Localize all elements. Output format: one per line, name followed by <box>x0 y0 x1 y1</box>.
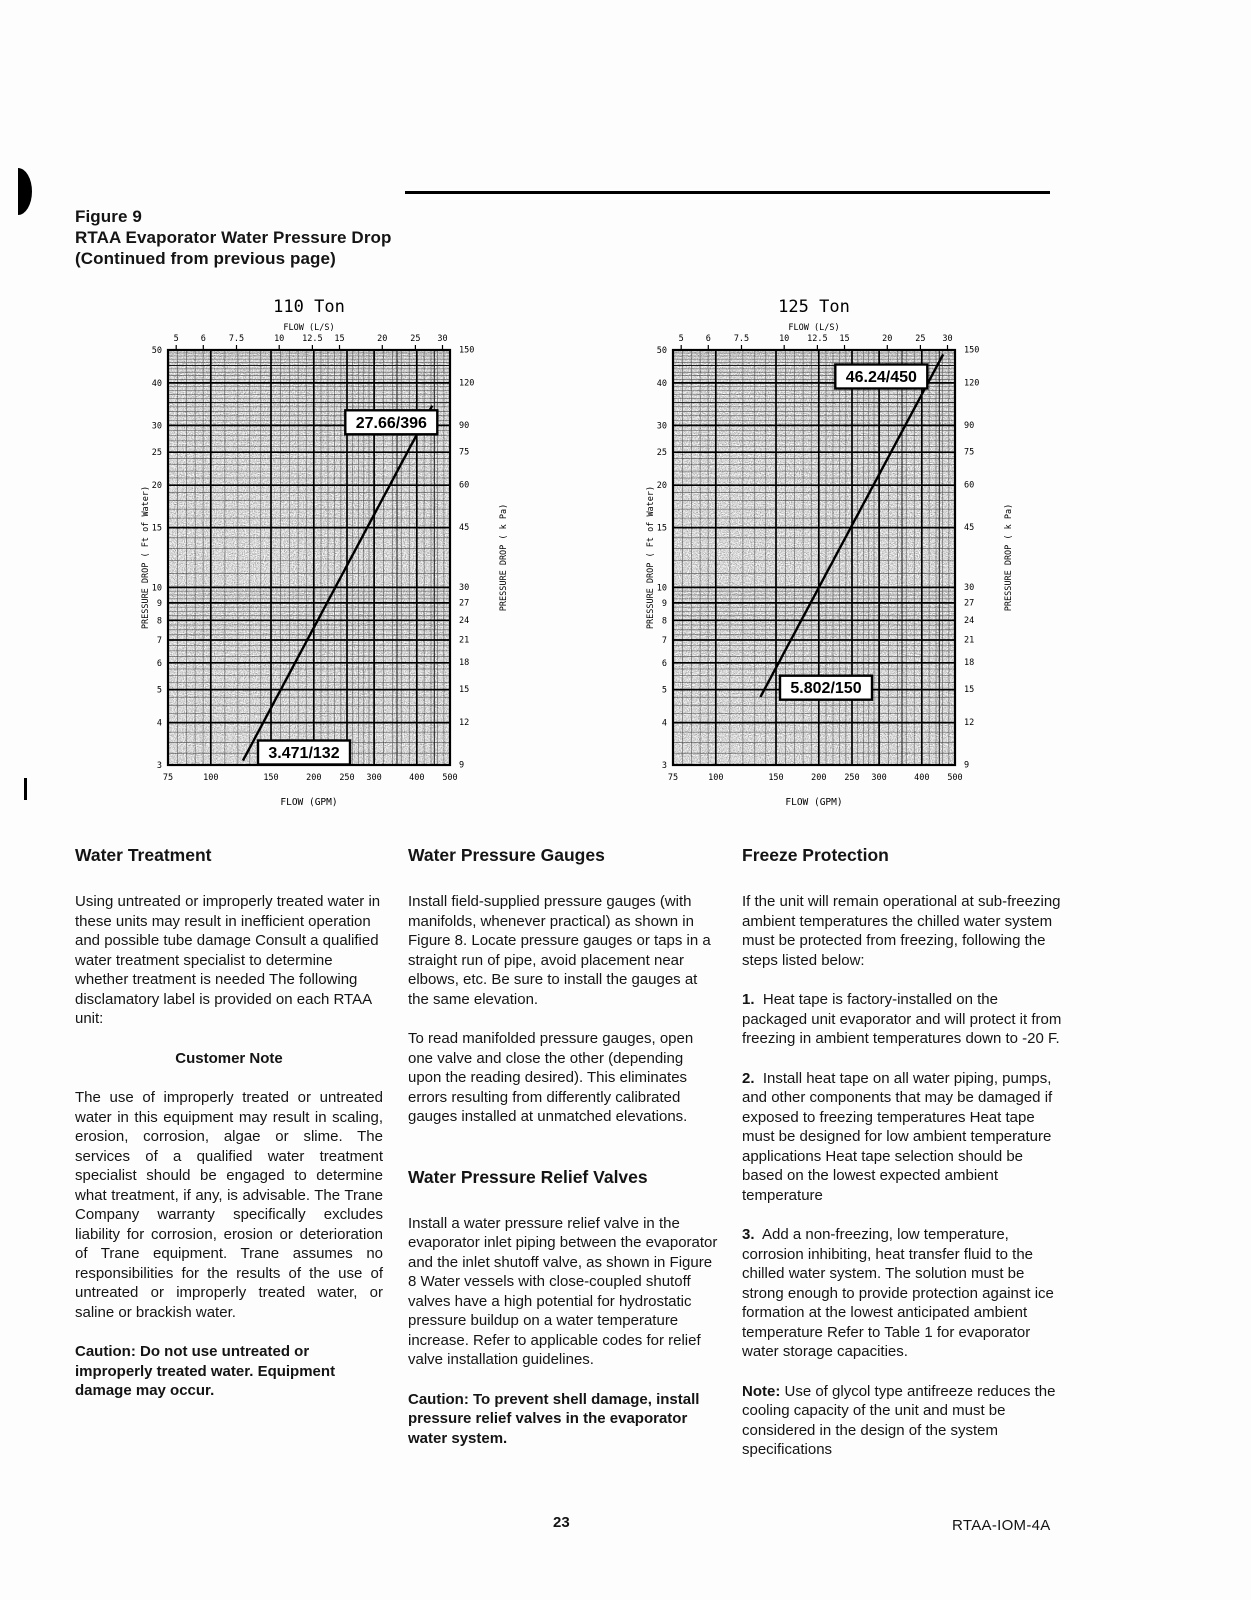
right-tick-label: 45 <box>964 523 975 534</box>
right-tick-label: 45 <box>459 523 470 534</box>
right-tick-label: 12 <box>459 718 470 728</box>
right-tick-label: 12 <box>964 718 975 728</box>
y-tick-label: 30 <box>151 421 162 432</box>
bottom-axis-label: FLOW (GPM) <box>280 797 338 808</box>
y-tick-label: 4 <box>661 718 667 729</box>
top-tick-label: 5 <box>173 334 179 344</box>
top-tick-label: 30 <box>942 334 953 344</box>
x-tick-label: 500 <box>947 773 963 783</box>
y-tick-label: 10 <box>656 583 667 594</box>
callout-box <box>258 741 350 765</box>
section-heading: Water Pressure Relief Valves <box>408 1166 648 1187</box>
x-tick-label: 75 <box>162 773 174 783</box>
y-tick-label: 4 <box>156 718 162 729</box>
step-text: Heat tape is factory-installed on the packaged unit evaporator and will protect it from freezing in ambient temperatures down to -20 F. <box>742 991 1062 1047</box>
step-item <box>742 990 1062 1049</box>
right-tick-label: 30 <box>459 582 470 593</box>
top-tick-label: 15 <box>334 334 345 344</box>
body-paragraph: Using untreated or improperly treated water in these units may result in inefficient operation and possible tube damage Consult a qualified water treatment specialist to determine whether treatment is needed The following disclamatory label is provided on each RTAA unit: <box>75 893 381 1027</box>
figure-number: Figure 9 <box>75 207 142 226</box>
pressure-drop-chart-125-ton <box>645 290 1023 810</box>
bottom-axis-label: FLOW (GPM) <box>785 797 843 808</box>
callout-label: 27.66/396 <box>355 414 427 432</box>
callout-box <box>835 365 927 389</box>
top-tick-label: 6 <box>705 334 711 344</box>
right-tick-label: 60 <box>459 480 470 491</box>
y-tick-label: 5 <box>661 685 667 696</box>
top-tick-label: 30 <box>437 334 448 344</box>
x-tick-label: 75 <box>667 773 679 783</box>
right-tick-label: 24 <box>964 615 975 626</box>
top-tick-label: 25 <box>410 334 421 344</box>
right-tick-label: 18 <box>459 658 470 669</box>
top-tick-label: 10 <box>274 334 285 344</box>
body-paragraph: Install field-supplied pressure gauges (with manifolds, whenever practical) as shown in Figure 8. Locate pressure gauges or taps in a straight run of pipe, avoid placement near elbows, etc. Be sure to install the gauges at the same elevation. <box>408 893 711 1008</box>
y-tick-label: 25 <box>656 448 667 459</box>
left-axis-label: PRESSURE DROP ( Ft of Water) <box>141 485 151 630</box>
x-tick-label: 500 <box>442 773 458 783</box>
right-tick-label: 75 <box>964 447 975 458</box>
step-number: 3. <box>742 1226 755 1243</box>
callout-label: 3.471/132 <box>268 745 340 762</box>
body-paragraph: To read manifolded pressure gauges, open one valve and close the other (depending upon the reading desired). This eliminates errors resulting from differently calibrated gauges installed at unmatched elevations. <box>408 1030 694 1125</box>
note-label: Note: <box>742 1382 781 1400</box>
customer-note-heading: Customer Note <box>175 1049 283 1067</box>
step-text: Install heat tape on all water piping, pumps, and other components that may be damaged if exposed to freezing temperatures Heat tape must be designed for low ambient temperature applications Heat tape selection should be based on the lowest expected ambient temperature <box>742 1069 1053 1204</box>
right-tick-label: 9 <box>964 760 970 771</box>
note-text: Use of glycol type antifreeze reduces the cooling capacity of the unit and must be considered in the design of the system specifications <box>742 1382 1056 1458</box>
y-tick-label: 8 <box>661 616 667 627</box>
column-freeze-protection <box>742 845 1062 1480</box>
body-paragraph: If the unit will remain operational at sub-freezing ambient temperatures the chilled water system must be protected from freezing, following the steps listed below: <box>742 893 1061 969</box>
right-tick-label: 150 <box>459 345 475 356</box>
right-tick-label: 15 <box>964 685 975 696</box>
section-heading: Water Pressure Gauges <box>408 845 605 865</box>
y-tick-label: 9 <box>661 598 667 609</box>
x-tick-label: 400 <box>409 773 425 783</box>
y-tick-label: 20 <box>656 481 667 492</box>
callout-label: 5.802/150 <box>790 680 862 698</box>
top-tick-label: 6 <box>200 334 206 344</box>
chart-svg <box>140 290 518 810</box>
caution-text: Caution: To prevent shell damage, install pressure relief valves in the evaporator water system. <box>408 1390 700 1447</box>
page-number: 23 <box>553 1514 570 1531</box>
right-tick-label: 120 <box>459 378 475 389</box>
y-tick-label: 25 <box>151 448 162 459</box>
right-tick-label: 18 <box>964 658 975 669</box>
y-tick-label: 40 <box>656 378 667 389</box>
figure-subtitle: (Continued from previous page) <box>75 249 336 268</box>
column-water-pressure <box>408 845 720 1468</box>
x-tick-label: 100 <box>203 773 219 783</box>
y-tick-label: 10 <box>151 583 162 594</box>
chart-svg <box>645 290 1023 810</box>
right-tick-label: 15 <box>459 685 470 696</box>
right-tick-label: 150 <box>964 345 980 356</box>
callout-box <box>780 676 872 700</box>
note-item <box>742 1382 1062 1460</box>
step-item <box>742 1225 1062 1362</box>
top-tick-label: 15 <box>839 334 850 344</box>
document-code: RTAA-IOM-4A <box>952 1517 1051 1534</box>
top-tick-label: 20 <box>377 334 388 344</box>
body-paragraph: Install a water pressure relief valve in the evaporator inlet piping between the evaporator and the inlet shutoff valve, as shown in Figure 8 Water vessels with close-coupled shutoff valves have a high potential for hydrostatic pressure buildup on a water temperature increase. Refer to applicable codes for relief valve installation guidelines. <box>408 1214 718 1368</box>
top-tick-label: 25 <box>915 334 926 344</box>
top-tick-label: 12.5 <box>807 334 828 344</box>
top-tick-label: 12.5 <box>302 334 323 344</box>
scan-artifact-blob <box>18 168 32 215</box>
step-number: 1. <box>742 991 755 1008</box>
column-water-treatment <box>75 845 383 1421</box>
x-tick-label: 400 <box>914 773 930 783</box>
right-tick-label: 9 <box>459 760 465 771</box>
right-tick-label: 27 <box>964 598 975 609</box>
top-tick-label: 7.5 <box>228 334 245 344</box>
y-tick-label: 6 <box>661 658 667 669</box>
y-tick-label: 5 <box>156 685 162 696</box>
scan-artifact-tick <box>24 778 27 800</box>
top-tick-label: 5 <box>678 334 684 344</box>
y-tick-label: 3 <box>661 761 667 771</box>
y-tick-label: 15 <box>656 523 667 534</box>
callout-label: 46.24/450 <box>845 369 917 386</box>
right-tick-label: 24 <box>459 615 470 626</box>
y-tick-label: 7 <box>156 636 162 647</box>
right-tick-label: 75 <box>459 447 470 458</box>
caution-text: Caution: Do not use untreated or improperly treated water. Equipment damage may occur. <box>75 1343 336 1399</box>
header-rule <box>405 191 1050 194</box>
top-tick-label: 20 <box>882 334 893 344</box>
customer-note-text: The use of improperly treated or untreated water in this equipment may result in scaling, erosion, corrosion, algae or slime. The services of a qualified water treatment specialist should be engaged to determine what treatment, if any, is advisable. The Trane Company warranty specifically excludes liability for corrosion, erosion or deterioration of Trane equipment. Trane assumes no responsibilities for the results of the use of untreated or improperly treated water, or saline or brackish water. <box>75 1089 383 1321</box>
top-axis-label: FLOW (L/S) <box>788 323 840 333</box>
y-tick-label: 40 <box>151 378 162 389</box>
x-tick-label: 100 <box>708 773 724 783</box>
y-tick-label: 6 <box>156 658 162 669</box>
x-tick-label: 200 <box>811 773 827 783</box>
y-tick-label: 8 <box>156 616 162 627</box>
y-tick-label: 30 <box>656 421 667 432</box>
step-item <box>742 1069 1062 1206</box>
left-axis-label: PRESSURE DROP ( Ft of Water) <box>646 485 656 630</box>
right-tick-label: 21 <box>459 635 470 646</box>
y-tick-label: 3 <box>156 761 162 771</box>
right-tick-label: 60 <box>964 480 975 491</box>
pressure-drop-chart-110-ton <box>140 290 518 810</box>
right-tick-label: 30 <box>964 582 975 593</box>
x-tick-label: 300 <box>366 773 382 783</box>
figure-title: RTAA Evaporator Water Pressure Drop <box>75 228 392 247</box>
y-tick-label: 7 <box>661 636 667 647</box>
top-tick-label: 7.5 <box>733 334 750 344</box>
right-axis-label: PRESSURE DROP ( k Pa) <box>1004 503 1014 612</box>
step-text: Add a non-freezing, low temperature, corrosion inhibiting, heat transfer fluid to the chilled water system. The solution must be strong enough to provide protection against ice formation at the lowest anticipated ambient temperature Refer to Table 1 for evaporator water storage capacities. <box>742 1226 1054 1360</box>
y-tick-label: 15 <box>151 523 162 534</box>
x-tick-label: 250 <box>339 773 355 783</box>
chart-title: 125 Ton <box>778 297 850 317</box>
section-heading: Freeze Protection <box>742 845 889 865</box>
callout-box <box>345 410 437 434</box>
y-tick-label: 9 <box>156 598 162 609</box>
right-tick-label: 120 <box>964 378 980 389</box>
x-tick-label: 250 <box>844 773 860 783</box>
y-tick-label: 50 <box>151 346 162 356</box>
x-tick-label: 300 <box>871 773 887 783</box>
x-tick-label: 150 <box>263 773 279 783</box>
step-number: 2. <box>742 1069 755 1087</box>
top-axis-label: FLOW (L/S) <box>283 323 335 333</box>
right-axis-label: PRESSURE DROP ( k Pa) <box>499 503 509 612</box>
section-heading: Water Treatment <box>75 845 212 865</box>
right-tick-label: 90 <box>459 420 470 431</box>
y-tick-label: 20 <box>151 481 162 492</box>
x-tick-label: 150 <box>768 773 784 783</box>
right-tick-label: 27 <box>459 598 470 609</box>
x-tick-label: 200 <box>306 773 322 783</box>
right-tick-label: 21 <box>964 635 975 646</box>
chart-title: 110 Ton <box>273 297 345 317</box>
top-tick-label: 10 <box>779 334 790 344</box>
y-tick-label: 50 <box>656 346 667 356</box>
figure-caption <box>75 206 392 269</box>
right-tick-label: 90 <box>964 420 975 431</box>
